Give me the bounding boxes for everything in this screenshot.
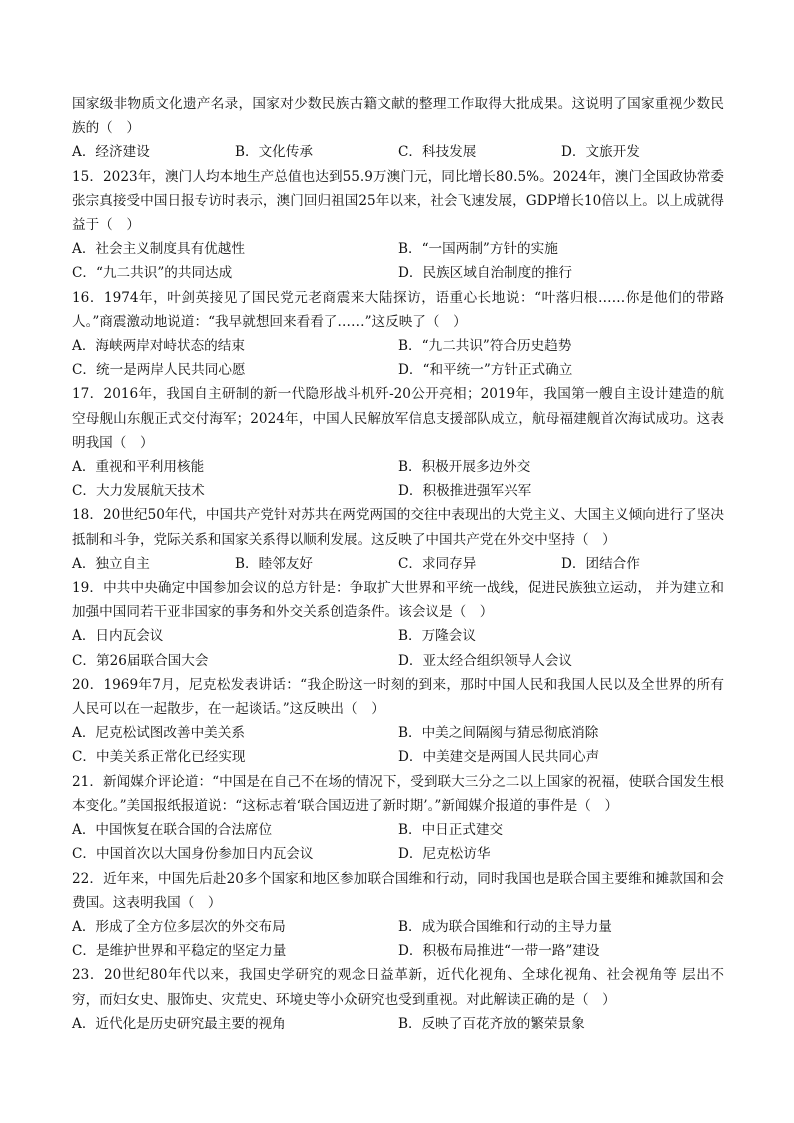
question-block <box>72 92 724 165</box>
question-stem: 16．1974年，叶剑英接见了国民党元老商震来大陆探访，语重心长地说：“叶落归根……你是他们的带路人。”商震激动地说道：“我早就想回来看看了……”这反映了（ ） <box>72 289 724 330</box>
question-block <box>72 503 724 576</box>
answer-option: C．“九二共识”的共同达成 <box>72 265 233 282</box>
option-list <box>72 624 724 672</box>
answer-option: A．形成了全方位多层次的外交布局 <box>72 918 286 935</box>
answer-option: A．海峡两岸对峙状态的结束 <box>72 338 245 355</box>
question-stem: 23．20世纪80年代以来，我国史学研究的观念日益革新，近代化视角、全球化视角、社会视角等 层出不穷，而妇女史、服饰史、灾荒史、环境史等小众研究也受到重视。对此解读正确的是（ ） <box>72 967 724 1008</box>
answer-option: B．“九二共识”符合历史趋势 <box>398 338 572 355</box>
question-block <box>72 673 724 770</box>
answer-option: A．经济建设 <box>72 144 150 161</box>
question-stem: 15．2023年，澳门人均本地生产总值也达到55.9万澳门元，同比增长80.5%。2024年，澳门全国政协常委张宗真接受中国日报专访时表示，澳门回归祖国25年以来，社会飞速发展，GDP增长10倍以上。以上成就得益于（ ） <box>72 168 724 234</box>
answer-option: B．万隆会议 <box>398 628 476 645</box>
answer-option: A．日内瓦会议 <box>72 628 164 645</box>
option-list <box>72 455 724 503</box>
answer-option: C．第26届联合国大会 <box>72 652 209 669</box>
answer-option: D．团结合作 <box>561 555 640 572</box>
answer-option: D．文旅开发 <box>561 144 640 161</box>
answer-option: C．科技发展 <box>398 144 477 161</box>
option-list <box>72 552 724 576</box>
answer-option: D．“和平统一”方针正式确立 <box>398 362 573 379</box>
answer-option: D．亚太经合组织领导人会议 <box>398 652 573 669</box>
question-block <box>72 963 724 1036</box>
answer-option: B．中美之间隔阂与猜忌彻底消除 <box>398 725 599 742</box>
question-block <box>72 165 724 286</box>
question-stem: 22．近年来，中国先后赴20多个国家和地区参加联合国维和行动，同时我国也是联合国主要维和摊款国和会费国。这表明我国（ ） <box>72 870 724 911</box>
option-list <box>72 140 724 164</box>
question-block <box>72 867 724 964</box>
answer-option: A．近代化是历史研究最主要的视角 <box>72 1015 286 1032</box>
question-stem: 19．中共中央确定中国参加会议的总方针是：争取扩大世界和平统一战线，促进民族独立运动， 并为建立和加强中国同若干亚非国家的事务和外交关系创造条件。该会议是（ ） <box>72 580 724 621</box>
option-list <box>72 915 724 963</box>
question-block <box>72 286 724 383</box>
answer-option: A．尼克松试图改善中美关系 <box>72 725 245 742</box>
exam-page <box>72 92 724 1036</box>
answer-option: C．中国首次以大国身份参加日内瓦会议 <box>72 846 314 863</box>
answer-option: A．社会主义制度具有优越性 <box>72 241 245 258</box>
question-list <box>72 92 724 1036</box>
answer-option: D．积极布局推进“一带一路”建设 <box>398 943 600 960</box>
answer-option: C．统一是两岸人民共同心愿 <box>72 362 246 379</box>
question-block <box>72 382 724 503</box>
answer-option: B．反映了百花齐放的繁荣景象 <box>398 1015 585 1032</box>
question-stem: 18．20世纪50年代，中国共产党针对苏共在两党两国的交往中表现出的大党主义、大国主义倾向进行了坚决抵制和斗争，党际关系和国家关系得以顺利发展。这反映了中国共产党在外交中坚持（ ） <box>72 507 724 548</box>
question-stem: 17．2016年，我国自主研制的新一代隐形战斗机歼-20公开亮相；2019年，我国第一艘自主设计建造的航空母舰山东舰正式交付海军；2024年，中国人民解放军信息支援部队成立，航母福建舰首次海试成功。这表明我国（ ） <box>72 386 724 451</box>
answer-option: A．中国恢复在联合国的合法席位 <box>72 822 273 839</box>
question-block <box>72 576 724 673</box>
answer-option: C．中美关系正常化已经实现 <box>72 749 246 766</box>
answer-option: D．积极推进强军兴军 <box>398 483 532 500</box>
answer-option: B．成为联合国维和行动的主导力量 <box>398 918 612 935</box>
answer-option: B．中日正式建交 <box>398 822 504 839</box>
answer-option: D．民族区域自治制度的推行 <box>398 265 573 282</box>
question-stem: 国家级非物质文化遗产名录，国家对少数民族古籍文献的整理工作取得大批成果。这说明了国家重视少数民族的（ ） <box>72 96 724 137</box>
answer-option: B．“一国两制”方针的实施 <box>398 241 558 258</box>
option-list <box>72 721 724 769</box>
answer-option: A．独立自主 <box>72 555 150 572</box>
option-list <box>72 1012 724 1036</box>
question-stem: 20．1969年7月，尼克松发表讲话：“我企盼这一时刻的到来，那时中国人民和我国人民以及全世界的所有人民可以在一起散步，在一起谈话。”这反映出（ ） <box>72 676 724 718</box>
question-block <box>72 770 724 867</box>
answer-option: B．文化传承 <box>235 144 313 161</box>
answer-option: C．是维护世界和平稳定的坚定力量 <box>72 943 287 960</box>
answer-option: A．重视和平利用核能 <box>72 459 205 476</box>
answer-option: C．大力发展航天技术 <box>72 483 205 500</box>
answer-option: D．尼克松访华 <box>398 846 491 863</box>
answer-option: B．积极开展多边外交 <box>398 459 531 476</box>
option-list <box>72 237 724 285</box>
question-stem: 21．新闻媒介评论道：“中国是在自己不在场的情况下，受到联大三分之二以上国家的祝福，使联合国发生根本变化。”美国报纸报道说：“这标志着‘联合国迈进了新时期’。”新闻媒介报道的事件是（ ） <box>72 773 724 814</box>
option-list <box>72 334 724 382</box>
option-list <box>72 818 724 866</box>
answer-option: B．睦邻友好 <box>235 555 313 572</box>
answer-option: C．求同存异 <box>398 555 477 572</box>
answer-option: D．中美建交是两国人民共同心声 <box>398 749 600 766</box>
